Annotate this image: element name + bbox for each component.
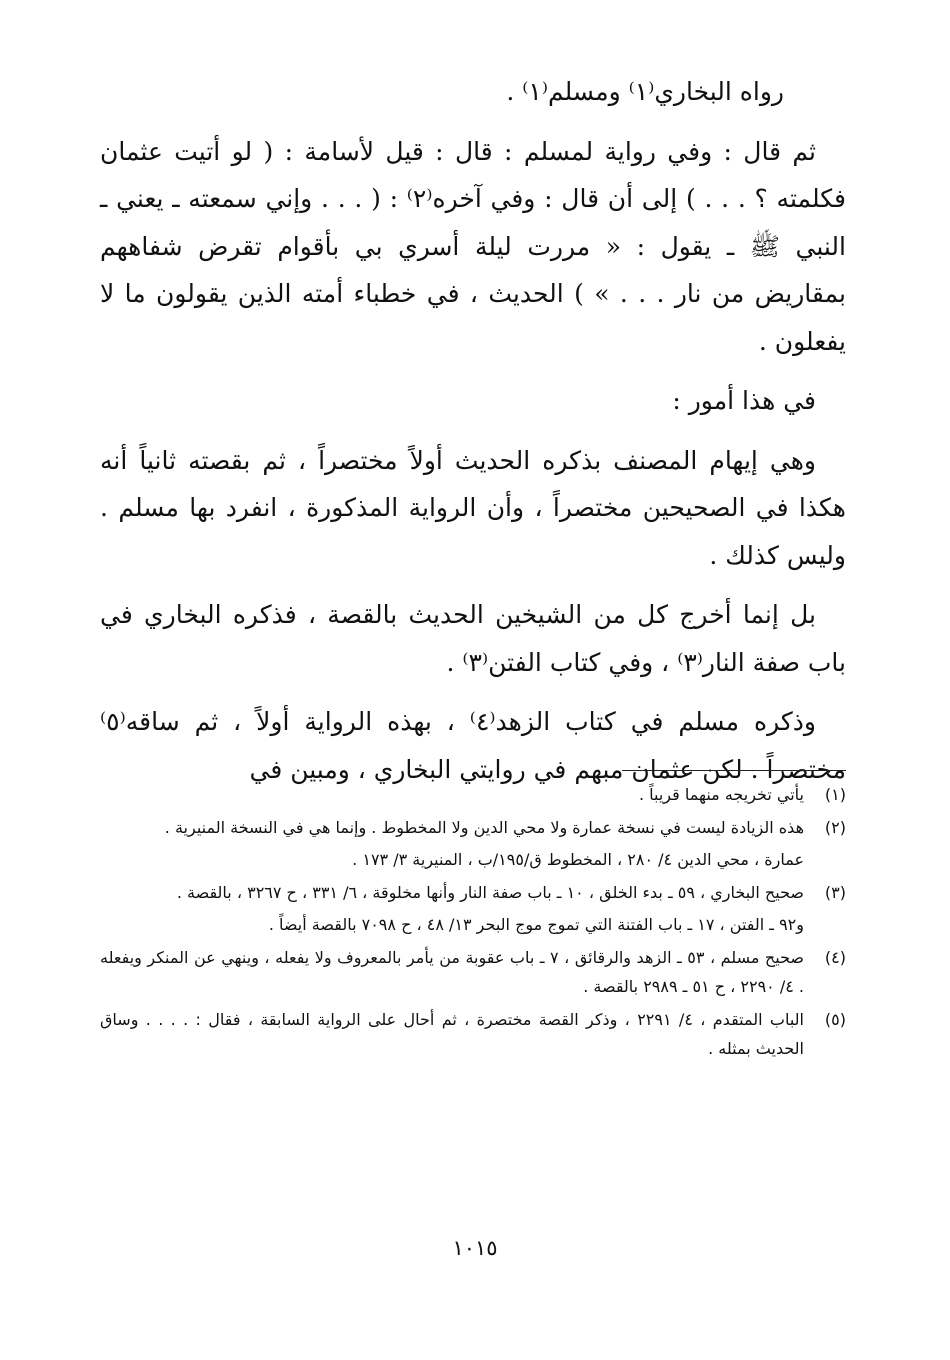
footnote-text: يأتي تخريجه منهما قريباً . — [638, 785, 804, 804]
paragraph: وهي إيهام المصنف بذكره الحديث أولاً مختصراً ، ثم بقصته ثانياً أنه هكذا في الصحيحين مختصراً ، وأن الرواية المذكورة ، انفرد بها مسلم . وليس كذلك . — [100, 445, 846, 570]
footnote — [100, 943, 846, 1001]
paragraph: وذكره مسلم في كتاب الزهد⁽٤⁾ ، بهذه الرواية أولاً ، ثم ساقه⁽٥⁾ مختصراً . لكن عثمان مبهم في روايتي البخاري ، ومبين في — [100, 707, 846, 784]
footnote-divider — [622, 770, 846, 771]
footnote — [100, 878, 846, 907]
footnote-number: (٥) — [824, 1010, 846, 1029]
paragraph: بل إنما أخرج كل من الشيخين الحديث بالقصة ، فذكره البخاري في باب صفة النار⁽٣⁾ ، وفي كتاب الفتن⁽٣⁾ . — [100, 600, 846, 677]
footnote-text: هذه الزيادة ليست في نسخة عمارة ولا محي الدين ولا المخطوط . وإنما هي في النسخة المنيرية . — [164, 818, 804, 837]
footnote — [100, 780, 846, 809]
footnote-number: (٣) — [824, 883, 846, 902]
paragraph: في هذا أمور : — [672, 386, 816, 415]
footnote-text: صحيح مسلم ، ٥٣ ـ الزهد والرقائق ، ٧ ـ باب عقوبة من يأمر بالمعروف ولا يفعله ، وينهي عن المنكر ويفعله . ٤/ ٢٢٩٠ ، ح ٥١ ـ ٢٩٨٩ بالقصة . — [100, 948, 805, 996]
footnote-continuation: و٩٢ ـ الفتن ، ١٧ ـ باب الفتنة التي تموج موج البحر ١٣/ ٤٨ ، ح ٧٠٩٨ بالقصة أيضاً . — [268, 915, 804, 934]
page-number: ١٠١٥ — [452, 1236, 498, 1260]
footnote-number: (٤) — [824, 948, 846, 967]
footnote-number: (١) — [824, 785, 846, 804]
footnote-text: صحيح البخاري ، ٥٩ ـ بدء الخلق ، ١٠ ـ باب صفة النار وأنها مخلوقة ، ٦/ ٣٣١ ، ح ٣٢٦٧ ، بالقصة . — [176, 883, 804, 902]
paragraph: رواه البخاري⁽١⁾ ومسلم⁽١⁾ . — [506, 77, 784, 106]
footnote — [100, 1005, 846, 1063]
footnotes — [100, 780, 846, 1063]
main-text — [100, 68, 846, 793]
footnote-number: (٢) — [824, 818, 846, 837]
footnote-text: الباب المتقدم ، ٤/ ٢٢٩١ ، وذكر القصة مختصرة ، ثم أحال على الرواية السابقة ، فقال : . . . . وساق الحديث بمثله . — [100, 1010, 804, 1058]
paragraph: ثم قال : وفي رواية لمسلم : قال : قيل لأسامة : ( لو أتيت عثمان فكلمته ؟ . . . ) إلى أن قال : وفي آخره⁽٢⁾ : ( . . . وإني سمعته ـ يعني ـ النبي ﷺ ـ يقول : « مررت ليلة أسري بي بأقوام تقرض شفاههم بمقاريض من نار . . . » ) الحديث ، في خطباء أمته الذين يقولون ما لا يفعلون . — [100, 136, 846, 356]
footnote-continuation: عمارة ، محي الدين ٤/ ٢٨٠ ، المخطوط ق/١٩٥/ب ، المنيرية ٣/ ١٧٣ . — [352, 850, 804, 869]
footnote — [100, 813, 846, 842]
